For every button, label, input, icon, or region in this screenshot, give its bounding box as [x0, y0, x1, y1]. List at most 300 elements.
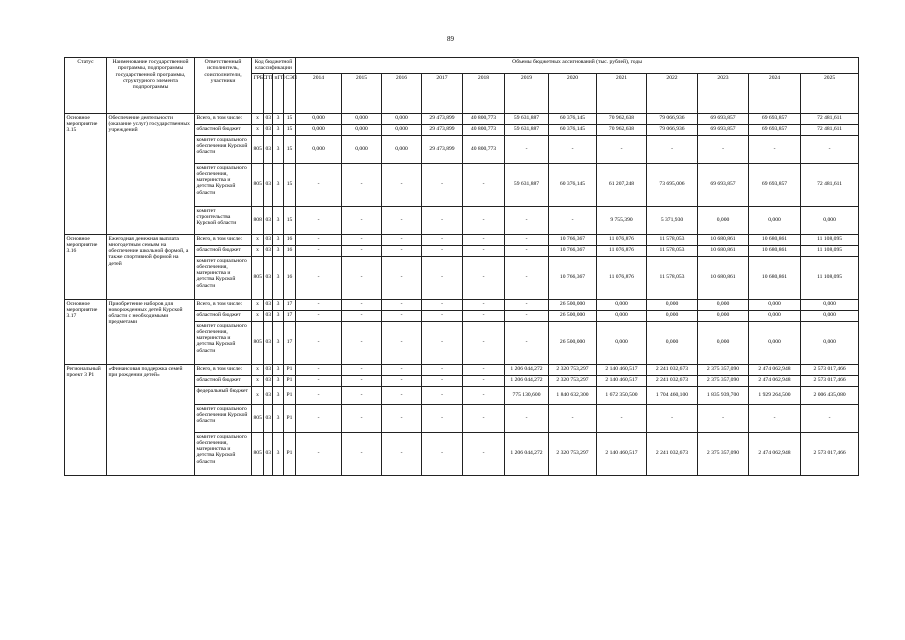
- row-code: 03: [264, 375, 273, 386]
- row-value: 11 578,053: [647, 256, 698, 299]
- row-value: 0,000: [801, 206, 859, 234]
- row-value: 0,000: [647, 310, 698, 321]
- row-value: -: [296, 310, 342, 321]
- row-value: 2 573 017,466: [801, 432, 859, 475]
- row-value: -: [382, 299, 422, 310]
- row-value: 60 376,145: [549, 124, 597, 135]
- row-code: 3: [273, 321, 284, 364]
- row-value: -: [505, 299, 549, 310]
- row-value: 1 672 350,500: [597, 386, 647, 404]
- row-value: 11 076,876: [597, 234, 647, 245]
- row-value: -: [505, 206, 549, 234]
- row-value: 61 207,248: [597, 163, 647, 206]
- row-code: 03: [264, 256, 273, 299]
- row-code: 805: [252, 432, 264, 475]
- row-value: -: [505, 234, 549, 245]
- page-number: 89: [447, 35, 454, 43]
- row-value: -: [463, 206, 505, 234]
- row-value: 0,000: [801, 310, 859, 321]
- row-value: -: [505, 245, 549, 256]
- row-value: 11 076,876: [597, 256, 647, 299]
- row-value: 10 680,861: [749, 256, 801, 299]
- row-value: -: [342, 432, 382, 475]
- row-code: 805: [252, 135, 264, 163]
- header-year-2014: 2014: [296, 73, 342, 113]
- row-value: -: [505, 135, 549, 163]
- row-code: 15: [284, 163, 296, 206]
- header-name: Наименование государственной программы, подпрограммы государственной программы, структурного элемента подпрограммы: [107, 58, 195, 114]
- row-value: 2 140 460,517: [597, 364, 647, 375]
- header-executor: Ответственный исполнитель, соисполнители, участники: [195, 58, 252, 114]
- row-name: «Финансовая поддержка семей при рождении детей»: [107, 364, 195, 475]
- row-value: 1 206 044,272: [505, 364, 549, 375]
- row-code: 3: [273, 404, 284, 432]
- row-value: -: [382, 234, 422, 245]
- row-value: 11 108,095: [801, 245, 859, 256]
- row-value: -: [296, 375, 342, 386]
- row-value: -: [422, 299, 463, 310]
- row-value: -: [382, 432, 422, 475]
- row-value: -: [463, 163, 505, 206]
- row-value: -: [382, 310, 422, 321]
- row-value: 1 835 939,700: [698, 386, 749, 404]
- row-status: Региональный проект 3 Р1: [65, 364, 107, 475]
- row-value: -: [698, 135, 749, 163]
- row-value: -: [342, 321, 382, 364]
- row-value: 0,000: [382, 135, 422, 163]
- row-value: 69 693,857: [749, 163, 801, 206]
- row-value: 5 371,930: [647, 206, 698, 234]
- row-code: 17: [284, 321, 296, 364]
- table-row: [65, 299, 859, 310]
- row-value: -: [342, 375, 382, 386]
- row-code: Р1: [284, 404, 296, 432]
- row-code: x: [252, 113, 264, 124]
- row-code: 3: [273, 256, 284, 299]
- row-code: Р1: [284, 386, 296, 404]
- row-value: 2 573 017,466: [801, 375, 859, 386]
- row-code: 3: [273, 386, 284, 404]
- row-code: x: [252, 310, 264, 321]
- row-value: 0,000: [342, 124, 382, 135]
- row-value: -: [382, 364, 422, 375]
- row-value: -: [505, 404, 549, 432]
- row-value: -: [422, 432, 463, 475]
- row-value: -: [296, 256, 342, 299]
- row-code: 808: [252, 206, 264, 234]
- row-code: 03: [264, 386, 273, 404]
- row-value: 69 693,857: [698, 113, 749, 124]
- row-executor: областной бюджет: [195, 375, 252, 386]
- row-code: 805: [252, 256, 264, 299]
- row-value: 10 680,861: [698, 256, 749, 299]
- row-code: 3: [273, 234, 284, 245]
- row-value: -: [463, 404, 505, 432]
- row-name: Ежегодная денежная выплата многодетным семьям на обеспечение школьной формой, а также спортивной формой на детей: [107, 234, 195, 299]
- row-value: 10 766,367: [549, 234, 597, 245]
- row-code: x: [252, 124, 264, 135]
- row-value: -: [296, 364, 342, 375]
- row-value: -: [382, 386, 422, 404]
- row-executor: областной бюджет: [195, 245, 252, 256]
- row-value: -: [463, 310, 505, 321]
- row-code: 03: [264, 432, 273, 475]
- row-value: 0,000: [647, 299, 698, 310]
- header-year-2016: 2016: [382, 73, 422, 113]
- row-value: -: [382, 245, 422, 256]
- row-value: 0,000: [342, 135, 382, 163]
- row-value: -: [463, 299, 505, 310]
- row-code: 3: [273, 206, 284, 234]
- row-value: 2 375 357,090: [698, 432, 749, 475]
- row-executor: Всего, в том числе:: [195, 234, 252, 245]
- header-code-2: пГП: [273, 73, 284, 113]
- row-code: 17: [284, 299, 296, 310]
- row-value: 2 241 032,673: [647, 432, 698, 475]
- row-value: -: [342, 245, 382, 256]
- table-row: [65, 364, 859, 375]
- row-value: -: [342, 206, 382, 234]
- row-value: -: [647, 404, 698, 432]
- row-code: 805: [252, 404, 264, 432]
- row-code: 03: [264, 135, 273, 163]
- row-value: 10 766,367: [549, 256, 597, 299]
- row-value: 0,000: [597, 299, 647, 310]
- row-value: 0,000: [801, 321, 859, 364]
- row-code: 3: [273, 163, 284, 206]
- row-code: 03: [264, 310, 273, 321]
- row-code: 805: [252, 321, 264, 364]
- row-value: -: [463, 364, 505, 375]
- row-code: 03: [264, 163, 273, 206]
- header-year-2025: 2025: [801, 73, 859, 113]
- row-value: -: [342, 404, 382, 432]
- header-budget-code: Код бюджетной классификации: [252, 58, 296, 74]
- row-value: -: [505, 310, 549, 321]
- row-value: 40 800,773: [463, 124, 505, 135]
- row-value: 72 481,611: [801, 163, 859, 206]
- row-value: 29 473,899: [422, 124, 463, 135]
- row-value: 0,000: [296, 124, 342, 135]
- row-code: 3: [273, 299, 284, 310]
- table-row: [65, 113, 859, 124]
- row-code: 03: [264, 321, 273, 364]
- row-value: 73 695,006: [647, 163, 698, 206]
- row-value: -: [422, 163, 463, 206]
- row-code: 03: [264, 124, 273, 135]
- row-value: 59 631,887: [505, 124, 549, 135]
- row-code: 15: [284, 206, 296, 234]
- row-name: Обеспечение деятельности (оказание услуг) государственных учреждений: [107, 113, 195, 234]
- row-code: 3: [273, 113, 284, 124]
- row-value: 0,000: [749, 206, 801, 234]
- row-value: 1 206 044,272: [505, 432, 549, 475]
- row-executor: комитет социального обеспечения, материнства и детства Курской области: [195, 163, 252, 206]
- header-year-2018: 2018: [463, 73, 505, 113]
- row-value: 60 376,145: [549, 113, 597, 124]
- row-value: -: [422, 375, 463, 386]
- row-code: Р1: [284, 375, 296, 386]
- row-value: 79 066,936: [647, 113, 698, 124]
- row-code: x: [252, 364, 264, 375]
- row-status: Основное мероприятие 3.15: [65, 113, 107, 234]
- row-executor: комитет строительства Курской области: [195, 206, 252, 234]
- row-value: 0,000: [597, 321, 647, 364]
- row-value: 40 800,773: [463, 135, 505, 163]
- header-volume: Объемы бюджетных ассигнований (тыс. рублей), годы: [296, 58, 859, 74]
- row-value: -: [422, 206, 463, 234]
- row-value: -: [296, 206, 342, 234]
- row-code: x: [252, 375, 264, 386]
- row-value: 59 631,887: [505, 163, 549, 206]
- row-value: -: [422, 310, 463, 321]
- row-code: 03: [264, 206, 273, 234]
- row-value: -: [422, 234, 463, 245]
- row-value: 11 108,095: [801, 256, 859, 299]
- row-value: 2 006 435,080: [801, 386, 859, 404]
- row-value: -: [296, 299, 342, 310]
- row-value: -: [505, 256, 549, 299]
- row-value: 2 241 032,673: [647, 375, 698, 386]
- row-value: -: [422, 364, 463, 375]
- row-value: 40 800,773: [463, 113, 505, 124]
- row-executor: федеральный бюджет: [195, 386, 252, 404]
- row-code: 03: [264, 299, 273, 310]
- row-value: 0,000: [749, 310, 801, 321]
- row-value: 0,000: [382, 113, 422, 124]
- row-value: -: [801, 135, 859, 163]
- row-value: 60 376,145: [549, 163, 597, 206]
- row-code: 805: [252, 163, 264, 206]
- row-code: 15: [284, 124, 296, 135]
- row-value: -: [422, 321, 463, 364]
- row-code: 3: [273, 310, 284, 321]
- row-code: 3: [273, 432, 284, 475]
- header-year-2017: 2017: [422, 73, 463, 113]
- row-value: 0,000: [698, 299, 749, 310]
- header-code-3: СЭП: [284, 73, 296, 113]
- row-code: 3: [273, 245, 284, 256]
- header-code-1: ГП: [264, 73, 273, 113]
- row-value: -: [382, 321, 422, 364]
- row-code: 15: [284, 113, 296, 124]
- row-value: -: [463, 386, 505, 404]
- row-value: -: [342, 386, 382, 404]
- row-value: 11 108,095: [801, 234, 859, 245]
- row-value: -: [296, 432, 342, 475]
- row-code: 3: [273, 375, 284, 386]
- row-code: 03: [264, 245, 273, 256]
- row-value: 10 680,861: [698, 245, 749, 256]
- row-value: 29 473,899: [422, 135, 463, 163]
- row-value: 2 320 753,297: [549, 375, 597, 386]
- row-executor: Всего, в том числе:: [195, 364, 252, 375]
- row-executor: комитет социального обеспечения, материнства и детства Курской области: [195, 321, 252, 364]
- row-status: Основное мероприятие 3.16: [65, 234, 107, 299]
- row-value: 2 573 017,466: [801, 364, 859, 375]
- row-code: x: [252, 299, 264, 310]
- row-value: -: [382, 404, 422, 432]
- row-value: 0,000: [801, 299, 859, 310]
- row-value: -: [382, 256, 422, 299]
- row-value: 69 693,857: [698, 124, 749, 135]
- row-value: -: [422, 256, 463, 299]
- row-value: 10 680,861: [698, 234, 749, 245]
- row-value: 69 693,857: [698, 163, 749, 206]
- row-value: 59 631,887: [505, 113, 549, 124]
- row-code: 03: [264, 113, 273, 124]
- row-value: 72 481,611: [801, 124, 859, 135]
- row-value: 0,000: [698, 206, 749, 234]
- row-value: -: [549, 135, 597, 163]
- row-code: 3: [273, 124, 284, 135]
- header-year-2015: 2015: [342, 73, 382, 113]
- row-value: 10 766,367: [549, 245, 597, 256]
- row-code: x: [252, 234, 264, 245]
- table-row: [65, 234, 859, 245]
- row-value: -: [382, 375, 422, 386]
- row-value: 0,000: [342, 113, 382, 124]
- row-value: -: [296, 245, 342, 256]
- row-value: -: [749, 404, 801, 432]
- row-value: -: [463, 256, 505, 299]
- row-executor: областной бюджет: [195, 310, 252, 321]
- row-value: 0,000: [296, 113, 342, 124]
- row-value: 0,000: [698, 310, 749, 321]
- row-executor: комитет социального обеспечения, материнства и детства Курской области: [195, 432, 252, 475]
- row-value: -: [597, 135, 647, 163]
- row-value: 1 206 044,272: [505, 375, 549, 386]
- row-code: 03: [264, 234, 273, 245]
- row-value: 72 481,611: [801, 113, 859, 124]
- row-value: -: [422, 404, 463, 432]
- row-value: 1 929 264,500: [749, 386, 801, 404]
- row-value: -: [463, 432, 505, 475]
- row-value: 10 680,861: [749, 245, 801, 256]
- row-value: 2 140 460,517: [597, 432, 647, 475]
- row-value: 2 320 753,297: [549, 432, 597, 475]
- row-value: 1 840 632,300: [549, 386, 597, 404]
- row-value: -: [422, 386, 463, 404]
- row-value: 11 578,053: [647, 234, 698, 245]
- row-code: 3: [273, 135, 284, 163]
- row-value: 70 962,638: [597, 113, 647, 124]
- row-name: Приобретение наборов для новорожденных детей Курской области с необходимыми предметами: [107, 299, 195, 364]
- row-value: 0,000: [749, 321, 801, 364]
- row-value: -: [296, 234, 342, 245]
- row-value: 11 578,053: [647, 245, 698, 256]
- row-code: x: [252, 245, 264, 256]
- row-value: -: [749, 135, 801, 163]
- row-code: 15: [284, 135, 296, 163]
- header-year-2023: 2023: [698, 73, 749, 113]
- row-value: -: [698, 404, 749, 432]
- row-value: -: [382, 163, 422, 206]
- row-value: -: [342, 256, 382, 299]
- row-executor: Всего, в том числе:: [195, 299, 252, 310]
- row-value: 79 066,936: [647, 124, 698, 135]
- row-value: -: [342, 310, 382, 321]
- row-executor: комитет социального обеспечения Курской области: [195, 404, 252, 432]
- row-code: 03: [264, 404, 273, 432]
- row-value: -: [647, 135, 698, 163]
- row-value: 2 140 460,517: [597, 375, 647, 386]
- row-code: x: [252, 386, 264, 404]
- row-code: 16: [284, 234, 296, 245]
- row-value: 26 500,000: [549, 310, 597, 321]
- row-value: 0,000: [597, 310, 647, 321]
- row-value: -: [296, 386, 342, 404]
- row-executor: комитет социального обеспечения Курской области: [195, 135, 252, 163]
- row-value: 2 474 062,948: [749, 432, 801, 475]
- row-code: 16: [284, 256, 296, 299]
- row-value: 2 375 357,090: [698, 364, 749, 375]
- row-value: 11 076,876: [597, 245, 647, 256]
- row-code: 03: [264, 364, 273, 375]
- row-value: 0,000: [296, 135, 342, 163]
- row-executor: комитет социального обеспечения, материнства и детства Курской области: [195, 256, 252, 299]
- row-value: -: [463, 234, 505, 245]
- row-value: -: [505, 321, 549, 364]
- row-value: 2 320 753,297: [549, 364, 597, 375]
- row-value: 2 474 062,948: [749, 375, 801, 386]
- row-value: 0,000: [647, 321, 698, 364]
- row-value: 2 474 062,948: [749, 364, 801, 375]
- row-code: Р1: [284, 364, 296, 375]
- header-status: Статус: [65, 58, 107, 114]
- header-code-0: ГРБС: [252, 73, 264, 113]
- budget-table: [64, 57, 859, 476]
- row-code: Р1: [284, 432, 296, 475]
- row-value: 69 693,857: [749, 124, 801, 135]
- row-value: 70 962,638: [597, 124, 647, 135]
- row-value: -: [801, 404, 859, 432]
- row-value: -: [549, 404, 597, 432]
- row-value: 9 755,390: [597, 206, 647, 234]
- row-code: 3: [273, 364, 284, 375]
- header-year-2021: 2021: [597, 73, 647, 113]
- header-year-2022: 2022: [647, 73, 698, 113]
- row-value: 26 500,000: [549, 321, 597, 364]
- row-value: -: [342, 234, 382, 245]
- row-value: -: [549, 206, 597, 234]
- header-year-2019: 2019: [505, 73, 549, 113]
- row-value: 69 693,857: [749, 113, 801, 124]
- row-value: -: [382, 206, 422, 234]
- row-value: -: [296, 321, 342, 364]
- row-status: Основное мероприятие 3.17: [65, 299, 107, 364]
- row-value: -: [463, 245, 505, 256]
- row-value: 775 130,600: [505, 386, 549, 404]
- row-value: -: [463, 321, 505, 364]
- row-code: 17: [284, 310, 296, 321]
- row-value: 2 241 032,673: [647, 364, 698, 375]
- row-value: 0,000: [382, 124, 422, 135]
- row-value: -: [342, 299, 382, 310]
- row-value: 2 375 357,090: [698, 375, 749, 386]
- header-year-2020: 2020: [549, 73, 597, 113]
- row-value: 29 473,899: [422, 113, 463, 124]
- row-value: 26 500,000: [549, 299, 597, 310]
- row-executor: областной бюджет: [195, 124, 252, 135]
- row-value: -: [342, 163, 382, 206]
- row-value: 10 680,861: [749, 234, 801, 245]
- row-value: 0,000: [749, 299, 801, 310]
- row-value: 0,000: [698, 321, 749, 364]
- row-value: -: [463, 375, 505, 386]
- row-value: -: [342, 364, 382, 375]
- row-code: 16: [284, 245, 296, 256]
